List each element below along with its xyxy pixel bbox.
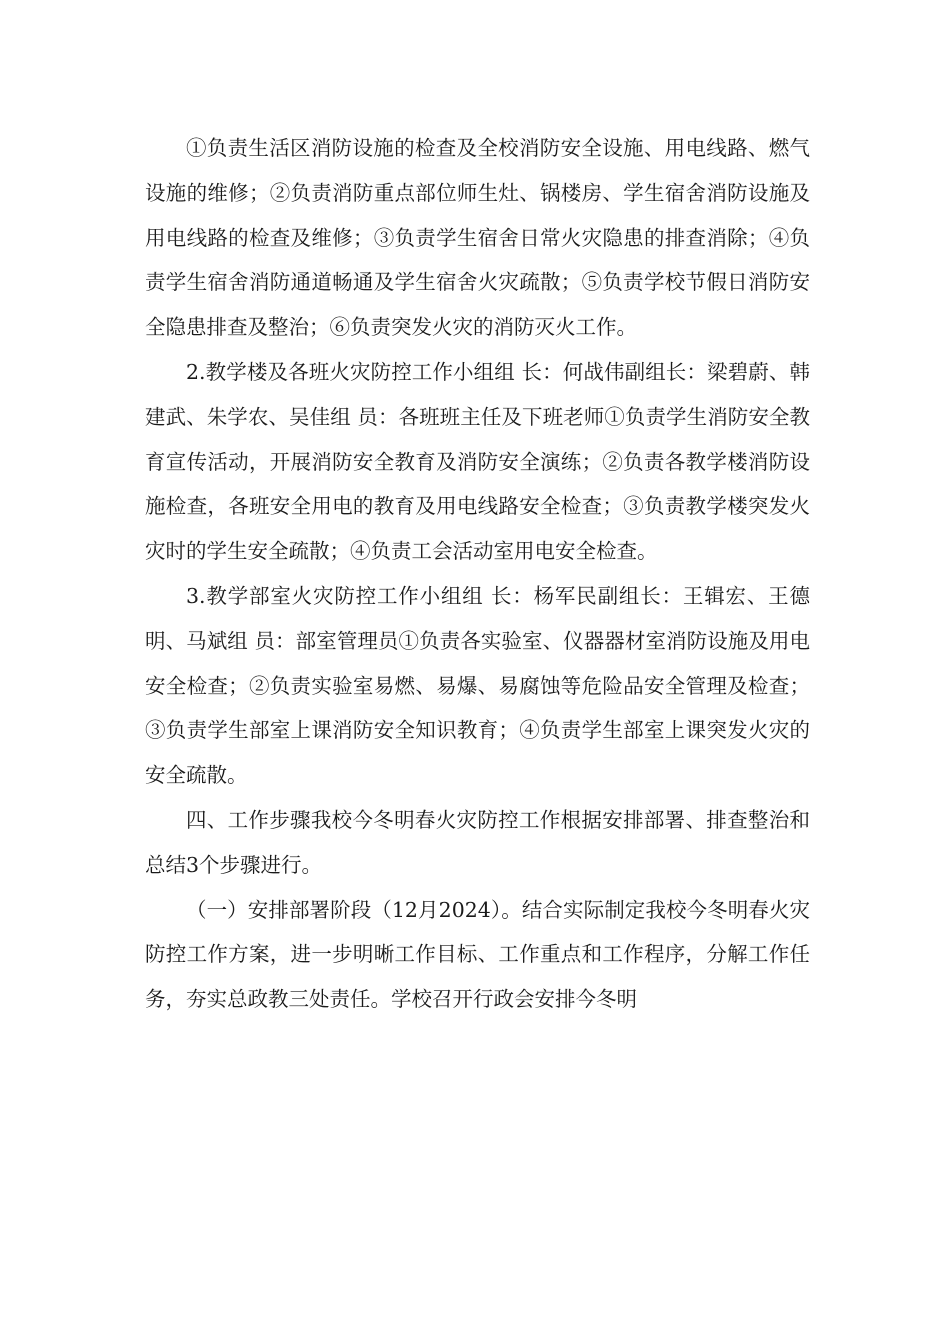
paragraph-living-area-duties: ①负责生活区消防设施的检查及全校消防安全设施、用电线路、燃气设施的维修；②负责消防重点部位师生灶、锅楼房、学生宿舍消防设施及用电线路的检查及维修；③负责学生宿舍日常火灾隐患的排查消除；④负责学生宿舍消防通道畅通及学生宿舍火灾疏散；⑤负责学校节假日消防安全隐患排查及整治；⑥负责突发火灾的消防灭火工作。 (145, 136, 810, 340)
document-body (145, 126, 810, 1022)
paragraph-teaching-building-group: 2.教学楼及各班火灾防控工作小组组 长：何战伟副组长：梁碧蔚、韩建武、朱学农、吴佳组 员：各班班主任及下班老师①负责学生消防安全教育宣传活动，开展消防安全教育及消防安全演练；②负责各教学楼消防设施检查，各班安全用电的教育及用电线路安全检查；③负责教学楼突发火灾时的学生安全疏散；④负责工会活动室用电安全检查。 (145, 359, 810, 564)
paragraph-work-steps: 四、工作步骤我校今冬明春火灾防控工作根据安排部署、排查整治和总结3个步骤进行。 (145, 807, 810, 877)
paragraph-teaching-rooms-group: 3.教学部室火灾防控工作小组组 长：杨军民副组长：王辑宏、王德明、马斌组 员：部室管理员①负责各实验室、仪器器材室消防设施及用电安全检查；②负责实验室易燃、易爆、易腐蚀等危险品安全管理及检查；③负责学生部室上课消防安全知识教育；④负责学生部室上课突发火灾的安全疏散。 (145, 583, 810, 788)
paragraph-planning-stage: （一）安排部署阶段（12月2024）。结合实际制定我校今冬明春火灾防控工作方案，进一步明晰工作目标、工作重点和工作程序，分解工作任务，夯实总政教三处责任。学校召开行政会安排今冬明 (145, 897, 810, 1012)
